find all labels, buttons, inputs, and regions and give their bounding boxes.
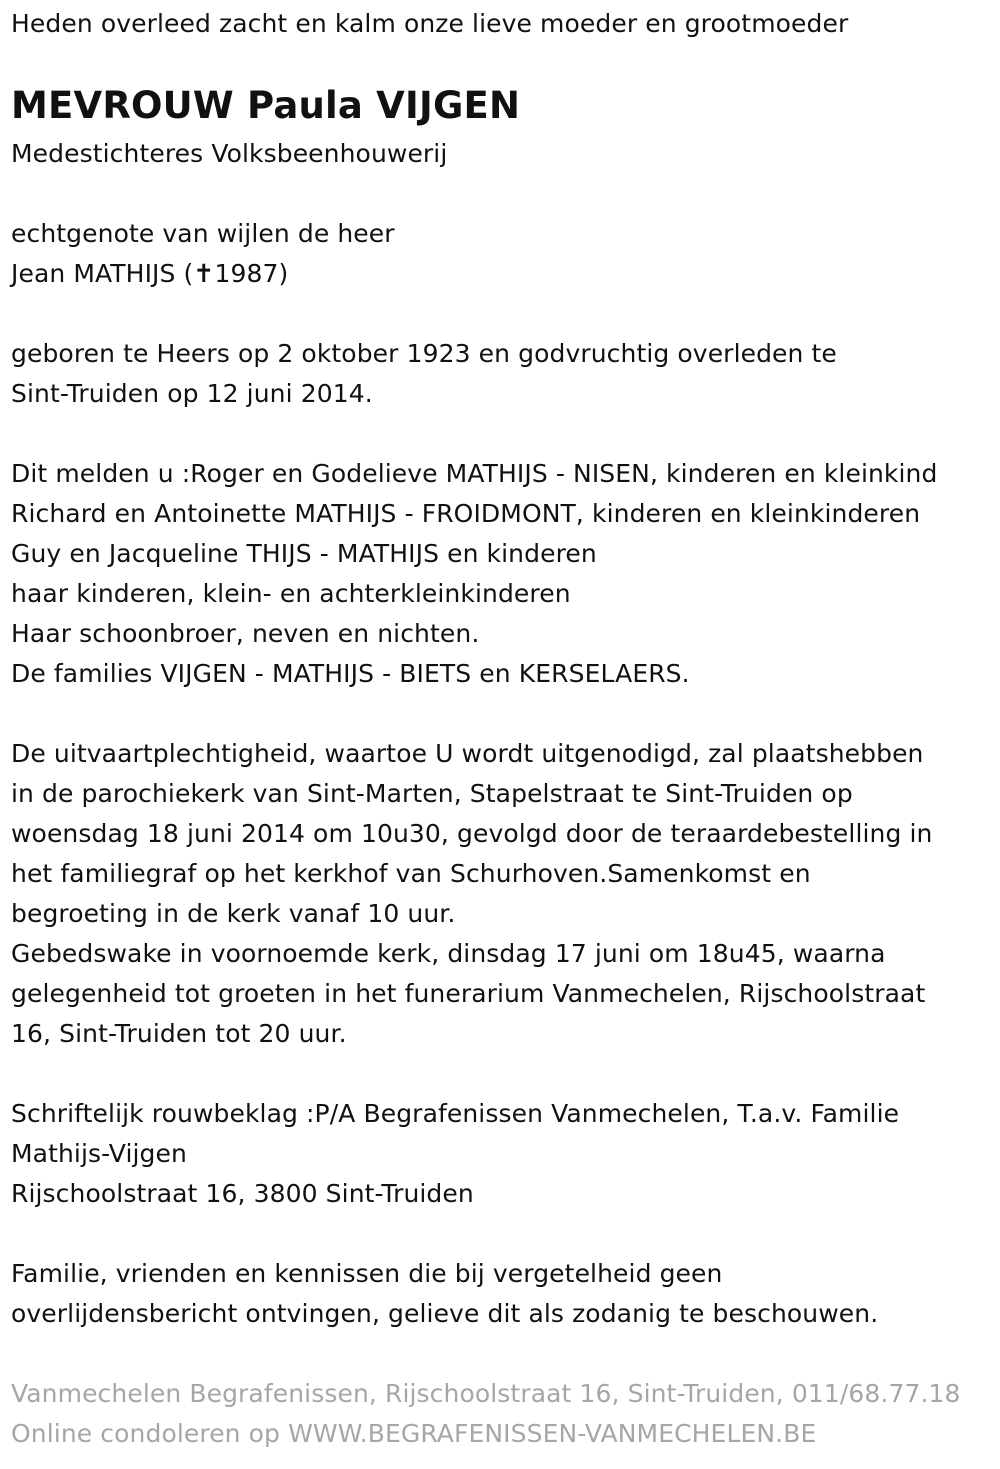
footer-website: Online condoleren op WWW.BEGRAFENISSEN-VANMECHELEN.BE <box>11 1419 817 1448</box>
title-block <box>11 134 447 174</box>
deceased-name: MEVROUW Paula VIJGEN <box>11 84 521 127</box>
spouse-name-line <box>11 254 395 294</box>
announcer-line: haar kinderen, klein- en achterkleinkinderen <box>11 579 571 608</box>
condolences-block <box>11 1094 899 1214</box>
spouse-death-year: 1987) <box>214 259 289 288</box>
intro-text: Heden overleed zacht en kalm onze lieve moeder en grootmoeder <box>11 9 849 38</box>
announcer-line: Dit melden u :Roger en Godelieve MATHIJS - NISEN, kinderen en kleinkind <box>11 459 938 488</box>
funeral-line: Gebedswake in voornoemde kerk, dinsdag 17 juni om 18u45, waarna <box>11 939 886 968</box>
notice-line: Familie, vrienden en kennissen die bij vergetelheid geen <box>11 1259 723 1288</box>
funeral-line: 16, Sint-Truiden tot 20 uur. <box>11 1019 347 1048</box>
deceased-title: Medestichteres Volksbeenhouwerij <box>11 139 448 168</box>
announcers-block <box>11 454 937 694</box>
spouse-intro: echtgenote van wijlen de heer <box>11 219 395 248</box>
footer-address: Vanmechelen Begrafenissen, Rijschoolstraat 16, Sint-Truiden, 011/68.77.18 <box>11 1379 961 1408</box>
notice-line: overlijdensbericht ontvingen, gelieve dit als zodanig te beschouwen. <box>11 1299 879 1328</box>
funeral-line: woensdag 18 juni 2014 om 10u30, gevolgd door de teraardebestelling in <box>11 819 933 848</box>
announcer-line: Richard en Antoinette MATHIJS - FROIDMONT, kinderen en kleinkinderen <box>11 499 921 528</box>
birth-death-line: Sint-Truiden op 12 juni 2014. <box>11 379 373 408</box>
funeral-line: in de parochiekerk van Sint-Marten, Stapelstraat te Sint-Truiden op <box>11 779 853 808</box>
cross-icon: ✝ <box>193 259 215 288</box>
announcer-line: Guy en Jacqueline THIJS - MATHIJS en kinderen <box>11 539 597 568</box>
funeral-line: begroeting in de kerk vanaf 10 uur. <box>11 899 456 928</box>
spouse-block <box>11 214 395 294</box>
announcer-line: De families VIJGEN - MATHIJS - BIETS en KERSELAERS. <box>11 659 690 688</box>
spouse-name: Jean MATHIJS ( <box>11 259 194 288</box>
footer-block <box>11 1374 961 1454</box>
funeral-line: De uitvaartplechtigheid, waartoe U wordt uitgenodigd, zal plaatshebben <box>11 739 924 768</box>
condolences-line: Rijschoolstraat 16, 3800 Sint-Truiden <box>11 1179 474 1208</box>
condolences-line: Mathijs-Vijgen <box>11 1139 187 1168</box>
funeral-block <box>11 734 933 1054</box>
announcer-line: Haar schoonbroer, neven en nichten. <box>11 619 480 648</box>
birth-death-block <box>11 334 837 414</box>
condolences-line: Schriftelijk rouwbeklag :P/A Begrafenissen Vanmechelen, T.a.v. Familie <box>11 1099 900 1128</box>
funeral-line: gelegenheid tot groeten in het funerarium Vanmechelen, Rijschoolstraat <box>11 979 926 1008</box>
birth-death-line: geboren te Heers op 2 oktober 1923 en godvruchtig overleden te <box>11 339 837 368</box>
notice-block <box>11 1254 878 1334</box>
funeral-line: het familiegraf op het kerkhof van Schurhoven.Samenkomst en <box>11 859 811 888</box>
